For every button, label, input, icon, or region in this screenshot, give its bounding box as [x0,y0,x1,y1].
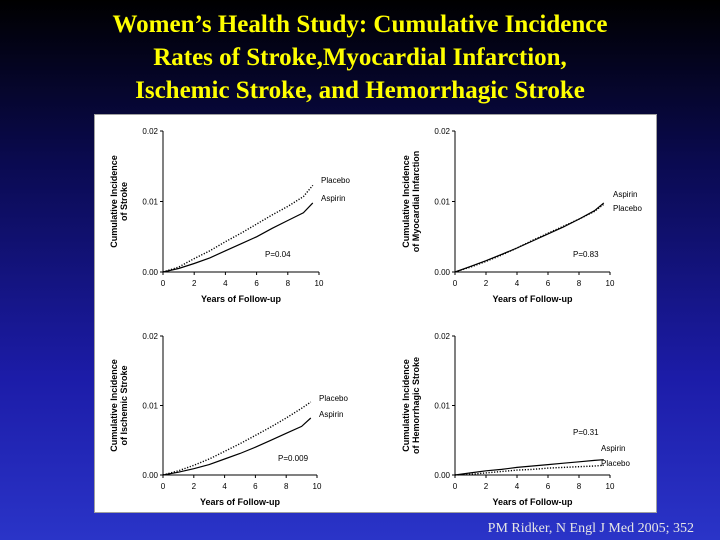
y-axis-title-line-1: Cumulative Incidence [109,155,119,248]
x-tick-label: 8 [283,482,289,491]
x-axis-title: Years of Follow-up [199,497,281,507]
series-line-aspirin [455,203,604,272]
figure-svg [95,115,656,512]
series-line-placebo [455,204,604,272]
x-tick-label: 10 [605,279,615,288]
x-tick-label: 4 [222,482,227,491]
x-tick-label: 4 [514,482,520,491]
x-tick-label: 2 [483,482,489,491]
x-tick-label: 10 [314,279,324,288]
y-tick-label: 0.02 [142,332,158,341]
series-line-placebo [163,402,311,475]
series-label-aspirin: Aspirin [613,190,638,199]
p-value-annotation: P=0.04 [265,250,291,259]
x-tick-label: 8 [576,482,582,491]
y-tick-label: 0.00 [142,268,158,277]
x-tick-label: 0 [452,482,458,491]
y-tick-label: 0.00 [142,471,158,480]
series-line-aspirin [455,460,604,475]
y-axis-title-line-1: Cumulative Incidence [109,359,119,452]
series-line-aspirin [163,203,313,272]
y-axis-title-line-2: of Myocardial Infarction [411,150,421,253]
y-axis-title-line-2: of Ischemic Stroke [119,365,129,446]
series-label-placebo: Placebo [613,204,642,213]
y-tick-label: 0.02 [142,127,158,136]
y-tick-label: 0.01 [434,401,450,411]
series-label-placebo: Placebo [601,459,630,468]
p-value-annotation: P=0.83 [573,250,599,259]
series-label-placebo: Placebo [319,394,348,403]
citation: PM Ridker, N Engl J Med 2005; 352 [487,521,694,536]
y-tick-label: 0.01 [142,197,158,207]
slide-title-line-3: Ischemic Stroke, and Hemorrhagic Stroke [135,77,585,104]
series-label-aspirin: Aspirin [319,410,344,419]
x-axis-title: Years of Follow-up [492,497,573,507]
x-tick-label: 2 [483,279,489,288]
series-label-aspirin: Aspirin [601,444,626,453]
x-tick-label: 4 [514,279,520,288]
x-tick-label: 6 [254,279,259,288]
slide-title-line-2: Rates of Stroke,Myocardial Infarction, [153,44,567,71]
y-tick-label: 0.00 [434,268,450,277]
x-tick-label: 8 [576,279,582,288]
y-axis-title-line-1: Cumulative Incidence [401,155,411,248]
y-axis-title-line-1: Cumulative Incidence [401,359,411,452]
x-tick-label: 2 [191,279,197,288]
p-value-annotation: P=0.31 [573,428,599,437]
y-tick-label: 0.01 [434,197,450,207]
x-tick-label: 8 [285,279,291,288]
x-tick-label: 0 [160,279,166,288]
x-tick-label: 4 [223,279,228,288]
x-tick-label: 0 [452,279,458,288]
series-label-placebo: Placebo [321,176,350,185]
x-tick-label: 6 [253,482,258,491]
y-tick-label: 0.00 [434,471,450,480]
series-label-aspirin: Aspirin [321,194,346,203]
slide-title [0,8,720,107]
x-tick-label: 0 [160,482,166,491]
y-axis-title-line-2: of Stroke [119,181,129,222]
y-tick-label: 0.02 [434,332,450,341]
figure-panel [94,114,657,513]
y-tick-label: 0.01 [142,401,158,411]
series-line-aspirin [163,418,311,475]
p-value-annotation: P=0.009 [278,454,309,463]
slide-title-line-1: Women’s Health Study: Cumulative Incidence [112,11,608,38]
y-tick-label: 0.02 [434,127,450,136]
x-tick-label: 6 [545,482,551,491]
x-tick-label: 10 [605,482,615,491]
x-tick-label: 6 [545,279,551,288]
x-tick-label: 10 [312,482,322,491]
x-tick-label: 2 [191,482,197,491]
y-axis-title-line-2: of Hemorrhagic Stroke [411,356,421,455]
x-axis-title: Years of Follow-up [200,294,282,304]
x-axis-title: Years of Follow-up [492,294,573,304]
